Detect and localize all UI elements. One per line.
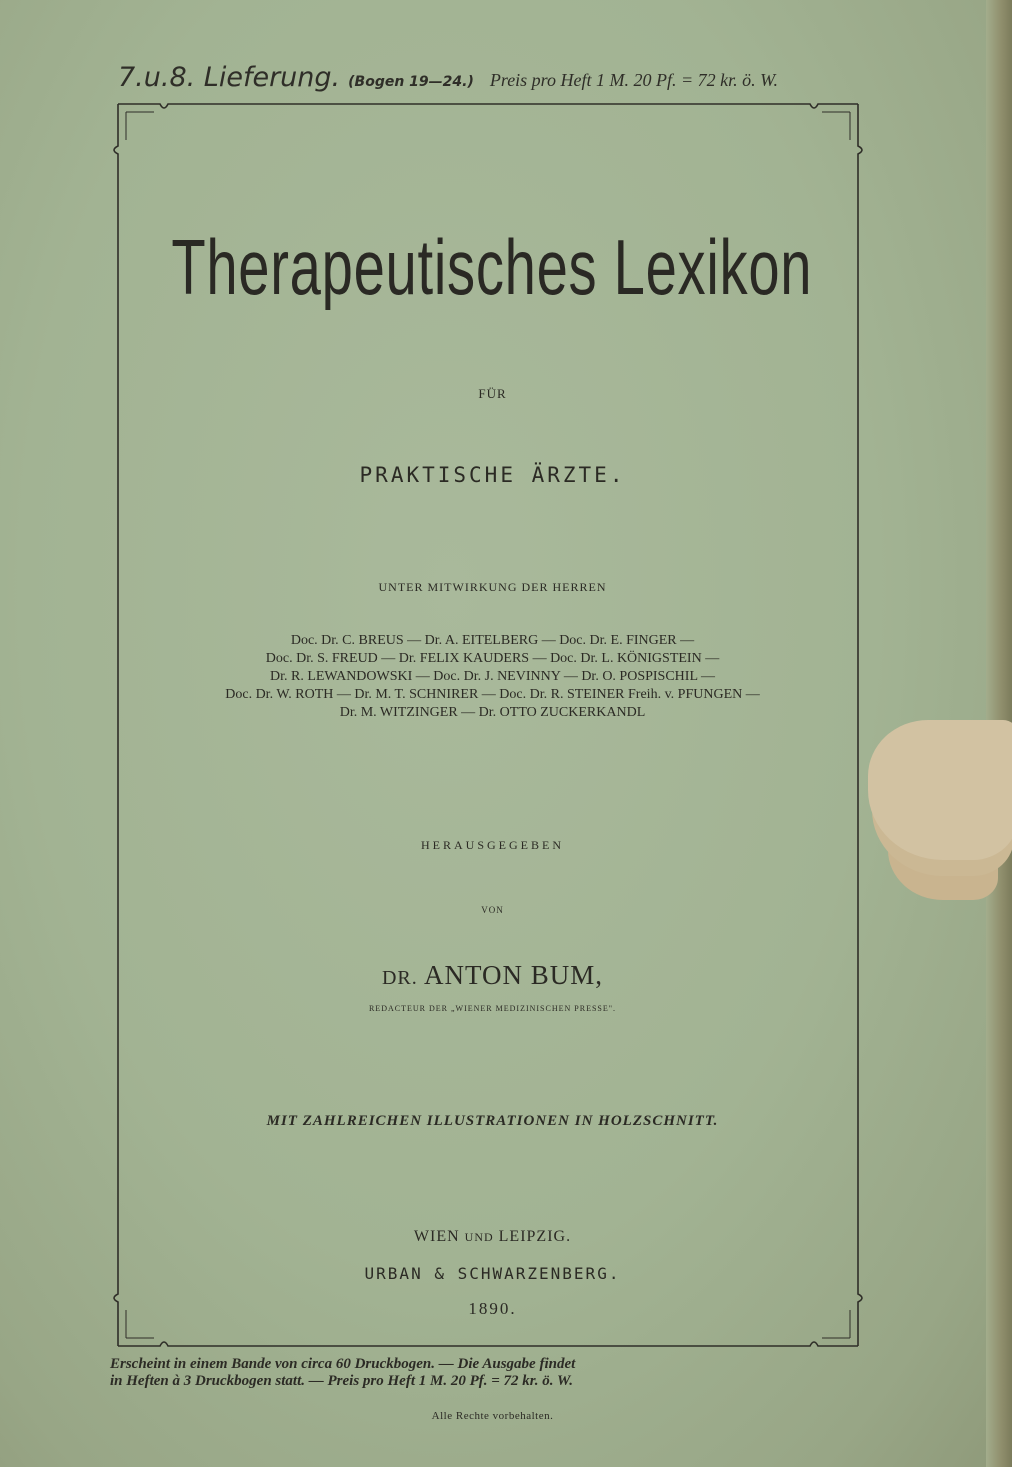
contributor-line: Doc. Dr. C. BREUS — Dr. A. EITELBERG — Doc. Dr. E. FINGER — <box>290 633 695 648</box>
editor-fullname: ANTON BUM, <box>424 960 604 990</box>
note-line: Erscheint in einem Bande von circa 60 Druckbogen. — Die Ausgabe findet <box>110 1356 576 1372</box>
city-wien: WIEN <box>413 1228 460 1245</box>
editor-title: DR. <box>381 967 418 989</box>
von-label: VON <box>481 905 504 915</box>
publication-year: 1890. <box>468 1299 517 1318</box>
editor-name <box>0 960 985 991</box>
note-line: in Heften à 3 Druckbogen statt. — Preis pro Heft 1 M. 20 Pf. = 72 kr. ö. W. <box>110 1373 574 1389</box>
issue-price: Preis pro Heft 1 M. 20 Pf. = 72 kr. ö. W. <box>489 70 778 90</box>
issue-bogen: (Bogen 19—24.) <box>348 74 474 90</box>
publication-note <box>110 1356 870 1390</box>
book-title: Therapeutisches Lexikon <box>171 223 813 311</box>
publisher: URBAN & SCHWARZENBERG. <box>364 1264 621 1283</box>
und-label: UND <box>464 1230 494 1244</box>
contributor-line: Doc. Dr. S. FREUD — Dr. FELIX KAUDERS — Doc. Dr. L. KÖNIGSTEIN — <box>265 651 720 666</box>
editor-role: REDACTEUR DER „WIENER MEDIZINISCHEN PRESSE". <box>368 1004 617 1013</box>
illustrations-note: MIT ZAHLREICHEN ILLUSTRATIONEN IN HOLZSCHNITT. <box>266 1113 719 1129</box>
contributor-line: Dr. R. LEWANDOWSKI — Doc. Dr. J. NEVINNY — Dr. O. POSPISCHIL — <box>269 669 715 684</box>
subtitle: PRAKTISCHE ÄRZTE. <box>359 463 626 487</box>
city-leipzig: LEIPZIG. <box>498 1228 572 1245</box>
rights-notice: Alle Rechte vorbehalten. <box>431 1410 554 1422</box>
place-of-publication <box>0 1228 985 1246</box>
contributors-intro: UNTER MITWIRKUNG DER HERREN <box>378 580 607 594</box>
contributor-list <box>0 632 985 722</box>
herausgegeben-label: HERAUSGEGEBEN <box>421 838 564 852</box>
fuer-label: FÜR <box>478 386 507 401</box>
contributor-line: Dr. M. WITZINGER — Dr. OTTO ZUCKERKANDL <box>339 705 646 720</box>
issue-number: 7.u.8. Lieferung. <box>118 62 341 93</box>
contributor-line: Doc. Dr. W. ROTH — Dr. M. T. SCHNIRER — Doc. Dr. R. STEINER Freih. v. PFUNGEN — <box>225 687 760 702</box>
